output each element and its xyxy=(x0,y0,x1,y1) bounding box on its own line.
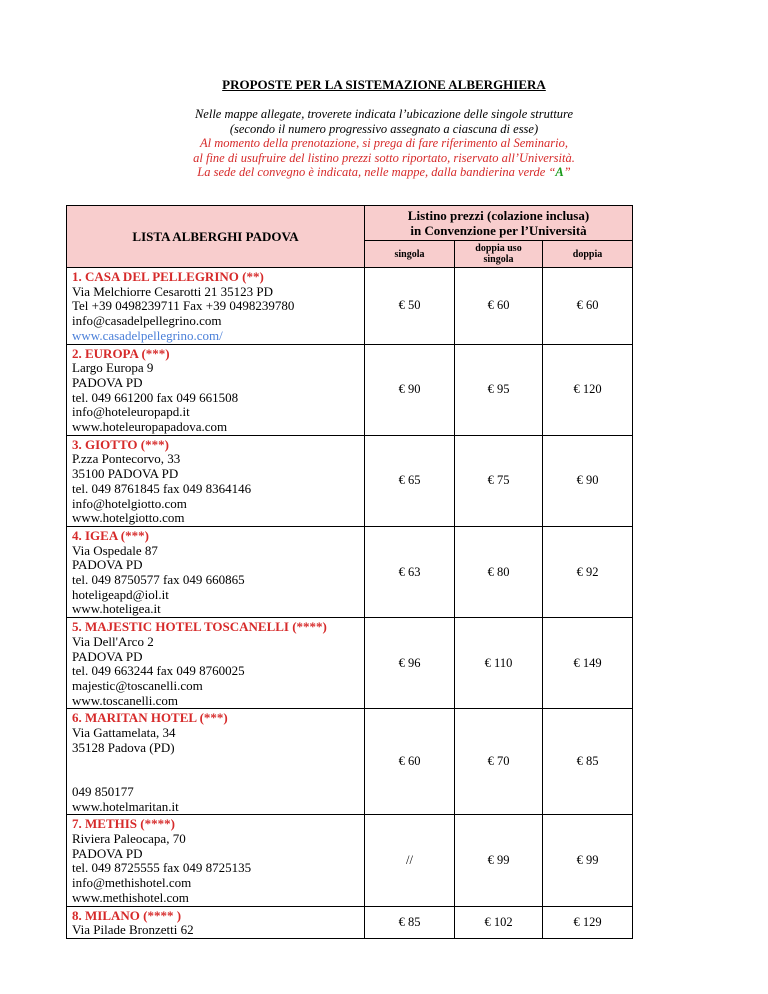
hotel-detail-line: info@casadelpellegrino.com xyxy=(72,313,222,329)
table-row xyxy=(67,268,633,345)
hotel-name: 7. METHIS (****) xyxy=(72,816,175,832)
price-doppia-uso-singola: € 60 xyxy=(455,268,543,345)
hotel-info xyxy=(67,906,365,938)
hotel-detail-line: info@hotelgiotto.com xyxy=(72,495,187,511)
hotel-name: 8. MILANO (**** ) xyxy=(72,907,182,923)
table-row xyxy=(67,526,633,617)
hotel-name: 1. CASA DEL PELLEGRINO (**) xyxy=(72,269,264,284)
price-header: Listino prezzi (colazione inclusa) in Convenzione per l’Università xyxy=(365,206,633,241)
intro-line: (secondo il numero progressivo assegnato a ciascuna di esse) xyxy=(229,121,539,136)
hotel-price-table xyxy=(66,205,633,939)
hotel-detail-line: 35100 PADOVA PD xyxy=(72,466,179,482)
hotel-detail-line: PADOVA PD xyxy=(72,374,143,390)
price-doppia: € 149 xyxy=(543,618,633,709)
hotel-name: 4. IGEA (***) xyxy=(72,527,149,543)
hotel-detail-line: Via Ospedale 87 xyxy=(72,542,158,558)
hotel-info xyxy=(67,618,365,709)
hotel-info xyxy=(67,268,365,345)
hotel-detail-line: www.hotelgiotto.com xyxy=(72,510,185,526)
hotel-detail-line: tel. 049 8725555 fax 049 8725135 xyxy=(72,860,252,876)
hotel-detail-line: info@hoteleuropapd.it xyxy=(72,404,190,420)
price-singola: € 63 xyxy=(365,526,455,617)
hotel-detail-line: tel. 049 663244 fax 049 8760025 xyxy=(72,663,245,679)
hotel-info xyxy=(67,815,365,906)
price-doppia-uso-singola: € 102 xyxy=(455,906,543,938)
hotel-detail-line: Tel +39 0498239711 Fax +39 0498239780 xyxy=(72,298,295,314)
hotel-name: 2. EUROPA (***) xyxy=(72,345,170,361)
table-row xyxy=(67,815,633,906)
hotel-detail-line: Via Dell'Arco 2 xyxy=(72,633,154,649)
hotel-detail-line: Via Pilade Bronzetti 62 xyxy=(72,922,194,938)
hotel-detail-line: info@methishotel.com xyxy=(72,875,192,891)
hotel-detail-line: PADOVA PD xyxy=(72,557,143,573)
hotel-detail-line: tel. 049 661200 fax 049 661508 xyxy=(72,389,239,405)
hotel-name: 5. MAJESTIC HOTEL TOSCANELLI (****) xyxy=(72,619,327,635)
hotel-detail-line: Via Gattamelata, 34 xyxy=(72,725,176,741)
intro-line: Al momento della prenotazione, si prega di fare riferimento al Seminario, xyxy=(199,136,569,150)
hotel-detail-line: majestic@toscanelli.com xyxy=(72,677,203,693)
price-doppia: € 120 xyxy=(543,344,633,435)
intro-line: al fine di usufruire del listino prezzi sotto riportato, riservato all’Università. xyxy=(193,150,575,165)
price-doppia: € 90 xyxy=(543,435,633,526)
price-doppia-uso-singola: € 80 xyxy=(455,526,543,617)
hotel-detail-line: www.hoteligea.it xyxy=(72,601,161,617)
hotel-detail-line: Riviera Paleocapa, 70 xyxy=(72,830,186,846)
price-doppia: € 92 xyxy=(543,526,633,617)
hotel-detail-line: 35128 Padova (PD) xyxy=(72,739,175,755)
table-row xyxy=(67,906,633,938)
col-header-doppia: doppia xyxy=(543,241,633,268)
table-row xyxy=(67,618,633,709)
hotel-detail-line: P.zza Pontecorvo, 33 xyxy=(72,451,181,467)
price-singola: € 90 xyxy=(365,344,455,435)
intro-text xyxy=(0,107,768,180)
hotel-info xyxy=(67,709,365,815)
price-doppia: € 85 xyxy=(543,709,633,815)
hotel-detail-line: www.hotelmaritan.it xyxy=(72,798,179,814)
price-doppia: € 60 xyxy=(543,268,633,345)
price-doppia-uso-singola: € 99 xyxy=(455,815,543,906)
col-header-doppia-uso-singola: doppia uso singola xyxy=(455,241,543,268)
col-header-singola: singola xyxy=(365,241,455,268)
price-singola: € 50 xyxy=(365,268,455,345)
price-doppia-uso-singola: € 70 xyxy=(455,709,543,815)
hotel-info xyxy=(67,344,365,435)
hotel-detail-line: PADOVA PD xyxy=(72,648,143,664)
green-flag-letter: A xyxy=(555,165,564,179)
hotel-website-link[interactable]: www.casadelpellegrino.com/ xyxy=(72,327,223,343)
table-row xyxy=(67,344,633,435)
hotel-detail-line: PADOVA PD xyxy=(72,845,143,861)
intro-line: Nelle mappe allegate, troverete indicata l’ubicazione delle singole strutture xyxy=(194,107,574,121)
hotel-detail-line: tel. 049 8750577 fax 049 660865 xyxy=(72,572,245,588)
hotel-detail-line: Via Melchiorre Cesarotti 21 35123 PD xyxy=(72,283,274,299)
hotel-detail-line xyxy=(72,770,360,785)
price-singola: € 65 xyxy=(365,435,455,526)
hotel-info xyxy=(67,435,365,526)
hotel-detail-line xyxy=(72,756,360,771)
list-header: LISTA ALBERGHI PADOVA xyxy=(67,206,365,268)
table-row xyxy=(67,709,633,815)
price-singola: € 85 xyxy=(365,906,455,938)
hotel-detail-line: www.toscanelli.com xyxy=(72,692,179,708)
hotel-name: 3. GIOTTO (***) xyxy=(72,436,169,452)
price-doppia: € 129 xyxy=(543,906,633,938)
hotel-detail-line: 049 850177 xyxy=(72,783,134,799)
hotel-name: 6. MARITAN HOTEL (***) xyxy=(72,710,228,726)
hotel-detail-line: www.hoteleuropapadova.com xyxy=(72,419,228,435)
price-doppia-uso-singola: € 95 xyxy=(455,344,543,435)
intro-line: La sede del convegno è indicata, nelle mappe, dalla bandierina verde “A” xyxy=(197,165,571,179)
hotel-info xyxy=(67,526,365,617)
hotel-detail-line: Largo Europa 9 xyxy=(72,360,154,376)
price-doppia-uso-singola: € 110 xyxy=(455,618,543,709)
price-singola: € 60 xyxy=(365,709,455,815)
hotel-detail-line: hoteligeapd@iol.it xyxy=(72,586,169,602)
table-row xyxy=(67,435,633,526)
page-title: PROPOSTE PER LA SISTEMAZIONE ALBERGHIERA xyxy=(222,77,546,92)
price-doppia: € 99 xyxy=(543,815,633,906)
price-doppia-uso-singola: € 75 xyxy=(455,435,543,526)
hotel-detail-line: tel. 049 8761845 fax 049 8364146 xyxy=(72,480,252,496)
price-singola: € 96 xyxy=(365,618,455,709)
price-singola: // xyxy=(365,815,455,906)
hotel-detail-line: www.methishotel.com xyxy=(72,889,189,905)
